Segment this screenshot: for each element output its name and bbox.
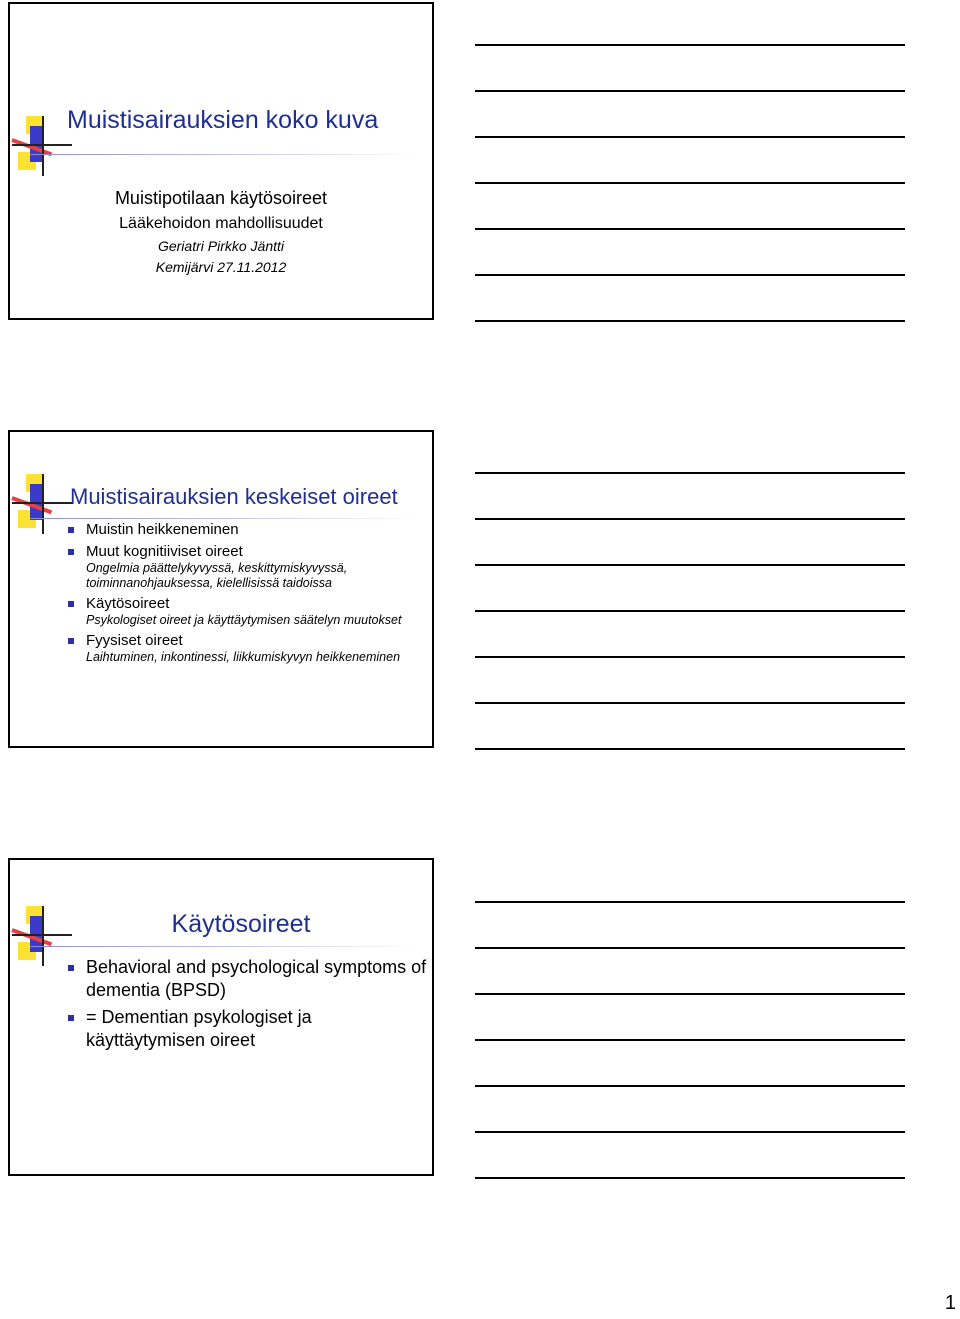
- slide-3: [8, 858, 434, 1176]
- list-item: [68, 1006, 428, 1052]
- slide-logo-icon: [12, 116, 72, 176]
- slide-2: [8, 430, 434, 748]
- list-item-text: Behavioral and psychological symptoms of dementia (BPSD): [86, 957, 427, 1000]
- list-item-subtext: Ongelmia päättelykyvyssä, keskittymiskyvyssä, toiminnanohjauksessa, kielellisissä taidoissa: [86, 561, 348, 590]
- title-rule: [30, 518, 420, 519]
- list-item-text: Käytösoireet: [86, 595, 170, 612]
- page-number: 1: [944, 1292, 956, 1314]
- list-item-text: Fyysiset oireet: [86, 632, 183, 649]
- list-item: [68, 956, 428, 1002]
- list-item-text: = Dementian psykologiset ja käyttäytymisen oireet: [86, 1007, 312, 1050]
- bullet-icon: [68, 601, 74, 607]
- slide-1-subtitle-2: Lääkehoidon mahdollisuudet: [119, 215, 323, 232]
- slide-2-list: [68, 521, 428, 665]
- slide-1-subtitle-1: Muistipotilaan käytösoireet: [114, 188, 328, 208]
- slide-3-title: Käytösoireet: [171, 910, 311, 938]
- list-item-text: Muistin heikkeneminen: [86, 521, 239, 538]
- slide-2-title: Muistisairauksien keskeiset oireet: [70, 484, 398, 509]
- slide-1: [8, 2, 434, 320]
- list-item-subtext: Laihtuminen, inkontinessi, liikkumiskyvyn heikkeneminen: [86, 650, 401, 664]
- list-item: [68, 632, 428, 665]
- title-rule: [30, 946, 420, 947]
- bullet-icon: [68, 549, 74, 555]
- list-item-text: Muut kognitiiviset oireet: [86, 543, 243, 560]
- notes-lines-2: [475, 472, 905, 794]
- list-item: [68, 543, 428, 591]
- notes-lines-3: [475, 901, 905, 1223]
- bullet-icon: [68, 1015, 74, 1021]
- title-rule: [30, 154, 420, 155]
- slide-1-subtitle-4: Kemijärvi 27.11.2012: [155, 259, 287, 275]
- list-item: [68, 595, 428, 628]
- notes-lines-1: [475, 44, 905, 366]
- list-item-subtext: Psykologiset oireet ja käyttäytymisen säätelyn muutokset: [86, 613, 402, 627]
- slide-logo-icon: [12, 474, 72, 534]
- bullet-icon: [68, 638, 74, 644]
- list-item: [68, 521, 428, 539]
- bullet-icon: [68, 965, 74, 971]
- slide-1-title: Muistisairauksien koko kuva: [67, 106, 379, 134]
- slide-3-list: [68, 956, 428, 1052]
- bullet-icon: [68, 527, 74, 533]
- slide-1-subtitle-3: Geriatri Pirkko Jäntti: [157, 238, 285, 254]
